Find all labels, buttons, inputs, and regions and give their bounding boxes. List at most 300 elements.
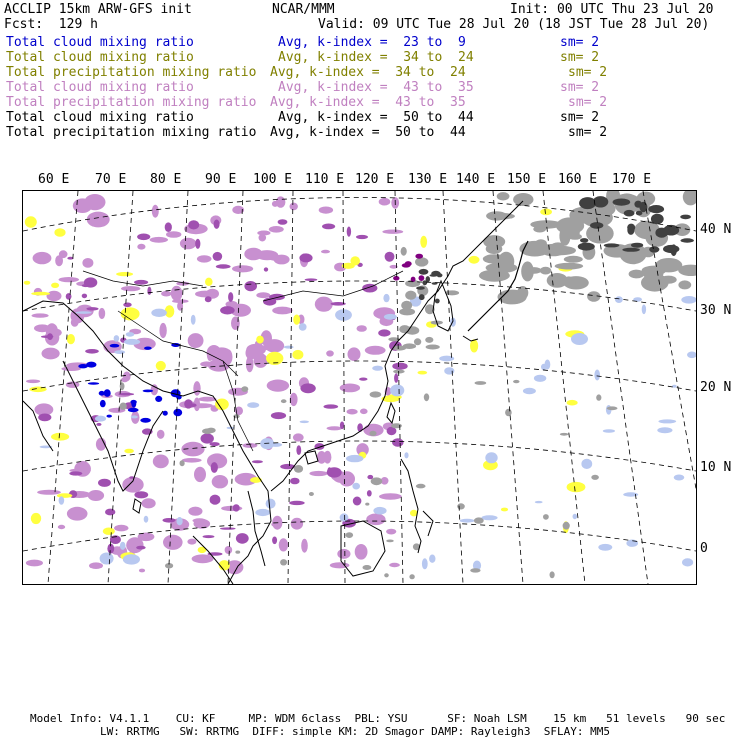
convective-cell-shading bbox=[309, 492, 314, 496]
low-cloud-shading bbox=[420, 236, 427, 248]
mid-cloud-shading bbox=[26, 560, 43, 567]
mid-precip-shading bbox=[118, 393, 134, 396]
low-cloud-shading bbox=[51, 433, 69, 441]
upper-cloud-shading bbox=[563, 276, 574, 285]
upper-precip-shading bbox=[631, 243, 643, 248]
mid-precip-shading bbox=[188, 220, 199, 229]
mid-cloud-shading bbox=[55, 255, 63, 266]
upper-cloud-shading bbox=[521, 261, 534, 281]
mid-precip-shading bbox=[163, 518, 176, 523]
mid-cloud-shading bbox=[166, 231, 181, 238]
mid-cloud-shading bbox=[207, 345, 221, 360]
low-cloud-shading bbox=[567, 400, 578, 406]
high-precip-shading bbox=[104, 389, 111, 397]
high-cloud-shading bbox=[422, 558, 428, 569]
upper-cloud-shading bbox=[403, 343, 416, 349]
mid-precip-shading bbox=[272, 537, 277, 545]
convective-cell-shading bbox=[280, 559, 287, 565]
field-name: Total precipitation mixing ratio bbox=[6, 65, 257, 80]
high-precip-shading bbox=[100, 400, 106, 407]
mid-cloud-shading bbox=[76, 305, 94, 318]
convective-cell-shading bbox=[505, 409, 512, 417]
low-cloud-shading bbox=[469, 256, 480, 264]
mid-precip-shading bbox=[356, 235, 368, 239]
mid-cloud-shading bbox=[34, 324, 50, 332]
mid-cloud-shading bbox=[195, 291, 215, 298]
low-cloud-shading bbox=[31, 292, 50, 296]
mid-precip-shading bbox=[394, 373, 398, 383]
field-level-range: Avg, k-index = 50 to 44 bbox=[278, 110, 474, 125]
mid-precip-shading bbox=[289, 501, 305, 505]
high-cloud-shading bbox=[124, 339, 140, 345]
field-name: Total cloud mixing ratio bbox=[6, 80, 194, 95]
upper-precip-shading bbox=[634, 201, 642, 208]
high-cloud-shading bbox=[247, 402, 259, 408]
header-forecast-hour: Fcst: 129 h bbox=[4, 17, 98, 32]
mid-cloud-shading bbox=[192, 554, 214, 563]
field-smoothing: sm= 2 bbox=[560, 110, 600, 125]
mid-cloud-shading bbox=[321, 250, 330, 254]
longitude-label: 100 E bbox=[253, 172, 293, 187]
mid-cloud-shading bbox=[272, 307, 292, 315]
mid-precip-shading bbox=[82, 294, 87, 299]
mid-precip-shading bbox=[66, 293, 72, 300]
mid-precip-shading bbox=[184, 399, 192, 408]
high-precip-shading bbox=[163, 411, 168, 416]
field-name: Total cloud mixing ratio bbox=[6, 50, 194, 65]
mid-cloud-shading bbox=[59, 277, 79, 282]
upper-precip-shading bbox=[431, 271, 440, 276]
field-name: Total cloud mixing ratio bbox=[6, 35, 194, 50]
low-cloud-shading bbox=[57, 493, 72, 498]
mid-precip-shading bbox=[38, 414, 51, 422]
mid-cloud-shading bbox=[309, 471, 327, 476]
field-name: Total precipitation mixing ratio bbox=[6, 95, 257, 110]
field-name: Total precipitation mixing ratio bbox=[6, 125, 257, 140]
high-precip-shading bbox=[107, 415, 112, 418]
convective-cell-shading bbox=[207, 428, 216, 433]
high-cloud-shading bbox=[598, 544, 612, 551]
mid-cloud-shading bbox=[379, 198, 391, 206]
longitude-label: 80 E bbox=[150, 172, 182, 187]
field-name: Total cloud mixing ratio bbox=[6, 110, 194, 125]
upper-precip-shading bbox=[655, 228, 668, 238]
mid-precip-shading bbox=[392, 363, 407, 370]
high-cloud-shading bbox=[284, 346, 294, 349]
mid-cloud-shading bbox=[187, 539, 196, 545]
mid-precip-shading bbox=[220, 306, 235, 314]
low-cloud-shading bbox=[121, 307, 140, 320]
mid-precip-shading bbox=[290, 478, 300, 485]
field-smoothing: sm= 2 bbox=[560, 80, 600, 95]
mid-precip-shading bbox=[147, 287, 151, 295]
mid-precip-shading bbox=[105, 509, 115, 516]
low-cloud-shading bbox=[31, 513, 41, 524]
high-cloud-shading bbox=[144, 516, 149, 523]
high-cloud-shading bbox=[444, 367, 454, 374]
mid-precip-shading bbox=[228, 292, 233, 302]
upper-cloud-shading bbox=[445, 290, 459, 295]
mid-cloud-shading bbox=[188, 507, 202, 516]
high-cloud-shading bbox=[535, 501, 543, 503]
mid-cloud-shading bbox=[360, 409, 368, 415]
mid-cloud-shading bbox=[47, 291, 62, 301]
high-precip-shading bbox=[143, 390, 154, 393]
convective-cell-shading bbox=[543, 514, 549, 520]
high-cloud-shading bbox=[626, 540, 638, 547]
longitude-label: 120 E bbox=[355, 172, 395, 187]
low-cloud-shading bbox=[293, 315, 300, 325]
mid-cloud-shading bbox=[279, 538, 288, 551]
upper-cloud-shading bbox=[405, 326, 419, 334]
latitude-label: 0 bbox=[700, 541, 708, 556]
mid-precip-shading bbox=[340, 422, 344, 430]
mid-precip-shading bbox=[123, 303, 131, 308]
mid-cloud-shading bbox=[89, 562, 103, 569]
high-precip-shading bbox=[130, 400, 136, 404]
high-cloud-shading bbox=[340, 513, 349, 521]
mid-precip-shading bbox=[84, 277, 97, 287]
convective-cell-shading bbox=[596, 394, 601, 400]
mid-cloud-shading bbox=[139, 569, 145, 573]
mid-cloud-shading bbox=[366, 514, 385, 526]
low-cloud-shading bbox=[256, 336, 264, 344]
mid-cloud-shading bbox=[290, 393, 298, 406]
longitude-label: 60 E bbox=[38, 172, 70, 187]
mid-cloud-shading bbox=[153, 455, 169, 469]
low-cloud-shading bbox=[205, 278, 213, 286]
mid-precip-shading bbox=[203, 535, 215, 538]
mid-cloud-shading bbox=[357, 325, 367, 332]
mid-cloud-shading bbox=[276, 196, 286, 207]
mid-cloud-shading bbox=[232, 265, 253, 272]
upper-cloud-shading bbox=[401, 301, 412, 310]
mid-cloud-shading bbox=[121, 377, 128, 382]
mid-precip-shading bbox=[347, 227, 351, 237]
convective-cell-shading bbox=[457, 503, 465, 509]
mid-cloud-shading bbox=[347, 409, 358, 415]
upper-precip-shading bbox=[681, 238, 694, 242]
upper-precip-shading bbox=[627, 224, 635, 232]
high-cloud-shading bbox=[534, 375, 546, 382]
longitude-label: 170 E bbox=[612, 172, 652, 187]
high-cloud-shading bbox=[682, 558, 693, 566]
mid-precip-shading bbox=[210, 495, 221, 505]
low-cloud-shading bbox=[501, 508, 508, 512]
convective-cell-shading bbox=[363, 565, 372, 570]
mid-cloud-shading bbox=[157, 430, 165, 439]
mid-precip-shading bbox=[252, 460, 263, 463]
high-cloud-shading bbox=[383, 294, 389, 302]
low-cloud-shading bbox=[124, 449, 134, 454]
high-cloud-shading bbox=[642, 305, 646, 315]
upper-cloud-shading bbox=[660, 276, 676, 284]
mid-cloud-shading bbox=[193, 518, 207, 523]
low-cloud-shading bbox=[292, 350, 303, 360]
high-cloud-shading bbox=[373, 507, 386, 515]
high-cloud-shading bbox=[59, 496, 65, 505]
high-cloud-shading bbox=[227, 427, 234, 429]
longitude-label: 70 E bbox=[95, 172, 127, 187]
mid-precip-core bbox=[393, 276, 399, 281]
latitude-label: 40 N bbox=[700, 222, 732, 237]
mid-cloud-shading bbox=[386, 529, 396, 535]
header-institution: NCAR/MMM bbox=[272, 2, 335, 17]
high-precip-shading bbox=[88, 382, 99, 384]
mid-precip-shading bbox=[201, 433, 214, 443]
mid-precip-shading bbox=[264, 267, 268, 271]
mid-precip-shading bbox=[86, 307, 98, 310]
mid-cloud-shading bbox=[114, 525, 128, 532]
mid-cloud-shading bbox=[293, 433, 304, 441]
mid-precip-shading bbox=[137, 234, 150, 241]
upper-cloud-shading bbox=[678, 280, 691, 289]
mid-cloud-shading bbox=[301, 539, 308, 553]
high-cloud-shading bbox=[346, 455, 363, 462]
longitude-label: 110 E bbox=[305, 172, 345, 187]
mid-precip-shading bbox=[244, 281, 257, 291]
high-cloud-shading bbox=[439, 356, 454, 362]
field-level-range: Avg, k-index = 34 to 24 bbox=[270, 65, 466, 80]
mid-cloud-shading bbox=[212, 475, 228, 488]
convective-cell-shading bbox=[550, 571, 555, 578]
high-cloud-shading bbox=[581, 459, 592, 469]
mid-precip-shading bbox=[69, 471, 82, 475]
mid-precip-core bbox=[411, 277, 416, 282]
mid-precip-core bbox=[405, 261, 412, 266]
upper-precip-shading bbox=[416, 286, 425, 289]
mid-precip-shading bbox=[214, 220, 220, 229]
high-cloud-shading bbox=[76, 311, 92, 314]
upper-cloud-shading bbox=[683, 191, 696, 205]
field-smoothing: sm= 2 bbox=[560, 50, 600, 65]
footer-model-info: Model Info: V4.1.1 CU: KF MP: WDM 6class PBL: YSU SF: Noah LSM 15 km 51 levels 90 sec bbox=[30, 712, 726, 725]
mid-cloud-shading bbox=[267, 380, 289, 392]
high-cloud-shading bbox=[131, 415, 138, 418]
upper-precip-shading bbox=[613, 199, 631, 206]
high-precip-shading bbox=[155, 396, 162, 402]
high-cloud-shading bbox=[573, 514, 578, 519]
upper-precip-shading bbox=[580, 238, 588, 243]
mid-precip-shading bbox=[205, 296, 212, 302]
low-cloud-shading bbox=[418, 371, 428, 375]
mid-precip-core bbox=[419, 275, 425, 281]
mid-precip-shading bbox=[378, 329, 390, 336]
mid-cloud-shading bbox=[315, 297, 333, 312]
convective-cell-shading bbox=[384, 573, 389, 577]
mid-precip-shading bbox=[134, 491, 148, 498]
mid-cloud-shading bbox=[58, 525, 65, 529]
low-cloud-shading bbox=[54, 228, 65, 237]
mid-cloud-shading bbox=[163, 535, 183, 550]
upper-precip-shading bbox=[590, 222, 603, 229]
convective-cell-shading bbox=[416, 484, 426, 489]
mid-cloud-shading bbox=[340, 384, 360, 393]
mid-precip-shading bbox=[305, 278, 318, 281]
upper-cloud-shading bbox=[513, 193, 533, 206]
convective-cell-shading bbox=[369, 431, 376, 436]
latitude-label: 30 N bbox=[700, 303, 732, 318]
high-cloud-shading bbox=[481, 515, 497, 520]
convective-cell-shading bbox=[365, 503, 369, 506]
convective-cell-shading bbox=[346, 532, 354, 538]
mid-cloud-shading bbox=[73, 198, 92, 213]
high-cloud-shading bbox=[299, 323, 307, 331]
mid-precip-shading bbox=[359, 378, 367, 381]
mid-precip-shading bbox=[367, 490, 372, 496]
mid-precip-shading bbox=[353, 497, 362, 506]
mid-cloud-shading bbox=[92, 213, 99, 217]
upper-precip-shading bbox=[649, 246, 659, 252]
convective-cell-shading bbox=[371, 477, 383, 485]
low-cloud-shading bbox=[540, 209, 552, 216]
header-valid-time: Valid: 09 UTC Tue 28 Jul 20 (18 JST Tue 28 Jul 20) bbox=[318, 17, 710, 32]
upper-cloud-shading bbox=[540, 267, 551, 275]
field-smoothing: sm= 2 bbox=[568, 95, 608, 110]
low-cloud-shading bbox=[51, 283, 59, 288]
field-level-range: Avg, k-index = 23 to 9 bbox=[278, 35, 466, 50]
high-cloud-shading bbox=[672, 385, 677, 388]
mid-cloud-shading bbox=[200, 361, 213, 366]
high-cloud-shading bbox=[151, 309, 167, 317]
high-cloud-shading bbox=[603, 429, 615, 432]
upper-precip-shading bbox=[435, 299, 440, 304]
high-cloud-shading bbox=[100, 553, 114, 565]
upper-cloud-shading bbox=[405, 291, 416, 300]
low-cloud-shading bbox=[24, 281, 31, 285]
high-cloud-shading bbox=[681, 296, 696, 304]
mid-cloud-shading bbox=[290, 203, 298, 211]
mid-cloud-shading bbox=[337, 549, 350, 559]
mid-precip-shading bbox=[271, 412, 286, 419]
mid-cloud-shading bbox=[26, 380, 40, 384]
convective-cell-shading bbox=[475, 381, 487, 385]
high-cloud-shading bbox=[114, 350, 125, 354]
field-level-range: Avg, k-index = 50 to 44 bbox=[270, 125, 466, 140]
mid-precip-shading bbox=[216, 264, 231, 268]
mid-precip-shading bbox=[299, 253, 312, 262]
mid-precip-core bbox=[415, 254, 423, 259]
convective-cell-shading bbox=[294, 465, 303, 473]
mid-cloud-shading bbox=[42, 348, 60, 360]
convective-cell-shading bbox=[474, 517, 484, 523]
low-cloud-shading bbox=[156, 361, 166, 371]
mid-cloud-shading bbox=[142, 498, 156, 508]
mid-cloud-shading bbox=[269, 226, 284, 233]
convective-cell-shading bbox=[281, 399, 287, 403]
high-cloud-shading bbox=[485, 452, 497, 463]
mid-cloud-shading bbox=[182, 458, 202, 463]
convective-cell-shading bbox=[180, 460, 185, 466]
upper-precip-shading bbox=[422, 280, 427, 285]
mid-cloud-shading bbox=[150, 237, 168, 243]
high-cloud-shading bbox=[390, 384, 404, 396]
high-cloud-shading bbox=[177, 517, 183, 525]
high-cloud-shading bbox=[372, 366, 383, 371]
field-level-range: Avg, k-index = 43 to 35 bbox=[278, 80, 474, 95]
mid-precip-shading bbox=[236, 533, 249, 544]
map-panel bbox=[22, 190, 697, 585]
upper-precip-shading bbox=[663, 245, 679, 253]
field-smoothing: sm= 2 bbox=[560, 35, 600, 50]
mid-precip-shading bbox=[327, 467, 331, 475]
mid-cloud-shading bbox=[159, 323, 166, 338]
field-smoothing: sm= 2 bbox=[568, 65, 608, 80]
high-cloud-shading bbox=[114, 335, 120, 342]
high-precip-shading bbox=[173, 409, 182, 417]
high-precip-shading bbox=[110, 344, 120, 348]
upper-cloud-shading bbox=[497, 192, 510, 200]
high-cloud-shading bbox=[429, 555, 435, 563]
mid-cloud-shading bbox=[137, 244, 145, 250]
mid-cloud-shading bbox=[37, 490, 61, 495]
mid-cloud-shading bbox=[256, 292, 270, 298]
mid-cloud-shading bbox=[348, 347, 361, 361]
mid-precip-shading bbox=[47, 333, 53, 340]
convective-cell-shading bbox=[120, 403, 127, 410]
mid-cloud-shading bbox=[121, 286, 140, 291]
upper-precip-shading bbox=[624, 210, 635, 217]
mid-precip-shading bbox=[324, 404, 339, 408]
high-cloud-shading bbox=[523, 388, 536, 394]
mid-precip-shading bbox=[165, 222, 172, 232]
mid-cloud-shading bbox=[82, 258, 93, 268]
mid-cloud-shading bbox=[319, 207, 333, 214]
mid-precip-shading bbox=[385, 252, 395, 262]
mid-precip-shading bbox=[195, 239, 200, 249]
mid-cloud-shading bbox=[259, 234, 267, 241]
mid-precip-shading bbox=[220, 527, 236, 529]
mid-precip-shading bbox=[85, 349, 99, 354]
upper-cloud-shading bbox=[564, 256, 583, 263]
convective-cell-shading bbox=[409, 574, 414, 579]
header-init-time: Init: 00 UTC Thu 23 Jul 20 bbox=[510, 2, 714, 17]
longitude-label: 150 E bbox=[507, 172, 547, 187]
mid-cloud-shading bbox=[257, 345, 278, 350]
mid-cloud-shading bbox=[32, 313, 49, 317]
high-cloud-shading bbox=[657, 427, 672, 433]
mid-cloud-shading bbox=[379, 493, 402, 499]
mid-cloud-shading bbox=[326, 350, 334, 356]
upper-precip-shading bbox=[419, 269, 429, 275]
mid-cloud-shading bbox=[161, 291, 171, 297]
map-canvas bbox=[23, 191, 696, 584]
low-cloud-shading bbox=[215, 399, 229, 411]
high-precip-shading bbox=[144, 347, 152, 350]
mid-cloud-shading bbox=[152, 205, 159, 218]
convective-cell-shading bbox=[241, 386, 248, 392]
field-level-range: Avg, k-index = 34 to 24 bbox=[278, 50, 474, 65]
high-cloud-shading bbox=[658, 419, 676, 423]
convective-cell-shading bbox=[591, 475, 599, 480]
convective-cell-shading bbox=[424, 393, 429, 401]
upper-precip-shading bbox=[655, 217, 663, 223]
header-title: ACCLIP 15km ARW-GFS init bbox=[4, 2, 192, 17]
low-cloud-shading bbox=[116, 272, 133, 276]
convective-cell-shading bbox=[370, 391, 382, 397]
longitude-label: 160 E bbox=[558, 172, 598, 187]
mid-precip-shading bbox=[211, 462, 218, 473]
upper-cloud-shading bbox=[425, 337, 433, 343]
longitude-label: 130 E bbox=[408, 172, 448, 187]
latitude-label: 10 N bbox=[700, 460, 732, 475]
upper-precip-shading bbox=[680, 215, 691, 220]
upper-cloud-shading bbox=[568, 233, 582, 239]
convective-cell-shading bbox=[386, 540, 394, 543]
high-cloud-shading bbox=[541, 364, 546, 370]
upper-cloud-shading bbox=[555, 263, 583, 270]
upper-cloud-shading bbox=[415, 257, 428, 266]
